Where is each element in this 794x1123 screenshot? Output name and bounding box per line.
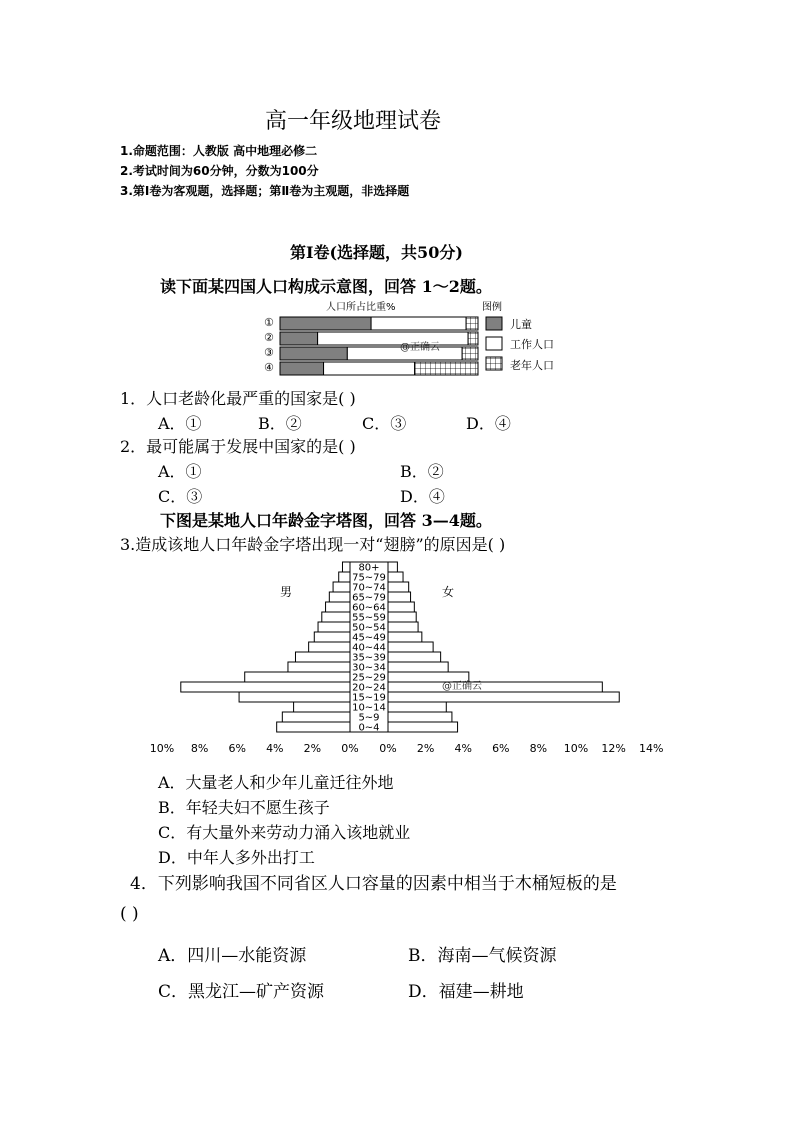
x-tick-label-left: 2% xyxy=(303,742,322,755)
note-structure: 3.第Ⅰ卷为客观题，选择题；第Ⅱ卷为主观题，非选择题 xyxy=(120,184,410,198)
bar-female-65~79 xyxy=(388,592,411,602)
age-group-label: 80+ xyxy=(358,562,380,574)
age-group-label: 20~24 xyxy=(352,682,386,694)
bar-female-0~4 xyxy=(388,722,458,732)
bar-female-20~24 xyxy=(388,682,602,692)
bar-male-60~64 xyxy=(326,602,350,612)
bar-male-45~49 xyxy=(314,632,350,642)
x-tick-label-right: 4% xyxy=(454,742,472,755)
q2-option-a[interactable]: A．① xyxy=(158,462,202,481)
bar-male-70~74 xyxy=(333,582,350,592)
q3-option-b[interactable]: B．年轻夫妇不愿生孩子 xyxy=(158,798,330,817)
bar-male-50~54 xyxy=(318,622,350,632)
q2-option-b[interactable]: B．② xyxy=(400,462,444,481)
bar-female-50~54 xyxy=(388,622,418,632)
section-title: 第Ⅰ卷(选择题，共50分) xyxy=(290,243,463,262)
bar-male-30~34 xyxy=(288,662,350,672)
x-tick-label-left: 6% xyxy=(228,742,246,755)
age-group-label: 70~74 xyxy=(352,582,386,594)
bar-female-40~44 xyxy=(388,642,433,652)
legend-swatch-elderly xyxy=(486,357,502,370)
age-group-label: 55~59 xyxy=(352,612,386,624)
bar-male-75~79 xyxy=(339,572,350,582)
age-group-label: 50~54 xyxy=(352,622,386,634)
q1-option-a[interactable]: A．① xyxy=(158,414,202,433)
q4-option-a[interactable]: A．四川—水能资源 xyxy=(158,946,307,966)
x-tick-label-right: 12% xyxy=(601,742,626,755)
bar-elderly-4 xyxy=(415,362,478,375)
intro-q1-2: 读下面某四国人口构成示意图，回答 1～2题。 xyxy=(160,277,492,296)
q4-option-d[interactable]: D．福建—耕地 xyxy=(408,982,524,1002)
bar-female-75~79 xyxy=(388,572,403,582)
age-group-label: 15~19 xyxy=(352,692,386,704)
intro-q3-4: 下图是某地人口年龄金字塔图，回答 3—4题。 xyxy=(160,511,492,530)
category-label-4: ④ xyxy=(264,361,274,374)
q2-option-d[interactable]: D．④ xyxy=(400,487,445,506)
x-tick-label-right: 2% xyxy=(416,742,435,755)
q3-option-c[interactable]: C．有大量外来劳动力涌入该地就业 xyxy=(158,823,411,842)
female-label: 女 xyxy=(442,585,455,599)
bar-male-20~24 xyxy=(181,682,350,692)
bar-male-80+ xyxy=(342,562,350,572)
age-group-label: 5~9 xyxy=(358,712,380,724)
age-group-label: 35~39 xyxy=(352,652,386,664)
bar-female-45~49 xyxy=(388,632,422,642)
category-label-1: ① xyxy=(264,316,274,329)
legend-label-children: 儿童 xyxy=(510,318,532,331)
q1-option-c[interactable]: C．③ xyxy=(362,414,407,433)
x-tick-label-left: 4% xyxy=(266,742,284,755)
bar-female-70~74 xyxy=(388,582,409,592)
age-group-label: 40~44 xyxy=(352,642,386,654)
question-4-stem: 4．下列影响我国不同省区人口容量的因素中相当于木桶短板的是 xyxy=(130,874,617,894)
legend-label-working: 工作人口 xyxy=(510,338,554,351)
bar-working-1 xyxy=(371,317,466,330)
q4-option-b[interactable]: B．海南—气候资源 xyxy=(408,946,557,966)
x-tick-label-left: 0% xyxy=(341,742,359,755)
bar-male-5~9 xyxy=(282,712,350,722)
bar-female-55~59 xyxy=(388,612,416,622)
bar-children-2 xyxy=(280,332,318,345)
age-group-label: 30~34 xyxy=(352,662,386,674)
q1-option-d[interactable]: D．④ xyxy=(466,414,511,433)
legend-swatch-working xyxy=(486,337,502,350)
q2-option-c[interactable]: C．③ xyxy=(158,487,203,506)
question-3-stem: 3.造成该地人口年龄金字塔出现一对“翅膀”的原因是( ) xyxy=(120,535,506,554)
bar-working-2 xyxy=(318,332,468,345)
page-title: 高一年级地理试卷 xyxy=(265,109,442,134)
chart1-title: 人口所占比重% xyxy=(326,302,396,313)
bar-female-60~64 xyxy=(388,602,414,612)
bar-elderly-1 xyxy=(466,317,478,330)
bar-male-65~79 xyxy=(329,592,350,602)
watermark: @正确云 xyxy=(400,342,440,353)
x-tick-label-right: 6% xyxy=(492,742,510,755)
age-group-label: 45~49 xyxy=(352,632,386,644)
population-structure-chart xyxy=(260,298,600,378)
x-tick-label-right: 14% xyxy=(638,742,664,755)
note-time: 2.考试时间为60分钟，分数为100分 xyxy=(120,164,319,178)
x-tick-label-right: 0% xyxy=(379,742,397,755)
q3-option-a[interactable]: A．大量老人和少年儿童迁往外地 xyxy=(158,773,394,792)
bar-male-15~19 xyxy=(239,692,350,702)
x-tick-label-right: 8% xyxy=(529,742,548,755)
bar-female-30~34 xyxy=(388,662,448,672)
legend-label-elderly: 老年人口 xyxy=(510,359,554,372)
bar-elderly-2 xyxy=(468,332,478,345)
bar-children-1 xyxy=(280,317,371,330)
question-1-stem: 1．人口老龄化最严重的国家是( ) xyxy=(120,389,356,408)
bar-female-15~19 xyxy=(388,692,619,702)
legend-title: 图例 xyxy=(482,302,502,313)
note-scope: 1.命题范围：人教版 高中地理必修二 xyxy=(120,144,318,158)
age-group-label: 60~64 xyxy=(352,602,386,614)
bar-female-80+ xyxy=(388,562,397,572)
bar-male-25~29 xyxy=(245,672,350,682)
age-group-label: 0~4 xyxy=(358,722,380,734)
bar-male-35~39 xyxy=(295,652,350,662)
bar-female-5~9 xyxy=(388,712,452,722)
bar-male-0~4 xyxy=(277,722,350,732)
age-group-label: 65~79 xyxy=(352,592,386,604)
bar-working-4 xyxy=(324,362,415,375)
question-2-stem: 2．最可能属于发展中国家的是( ) xyxy=(120,437,356,456)
bar-female-35~39 xyxy=(388,652,441,662)
bar-children-4 xyxy=(280,362,324,375)
age-group-label: 25~29 xyxy=(352,672,386,684)
x-tick-label-left: 8% xyxy=(190,742,209,755)
age-group-label: 75~79 xyxy=(352,572,386,584)
x-tick-label-left: 10% xyxy=(149,742,175,755)
x-tick-label-right: 10% xyxy=(563,742,589,755)
population-pyramid-chart xyxy=(149,556,664,766)
male-label: 男 xyxy=(280,585,293,599)
category-label-2: ② xyxy=(264,331,274,344)
watermark: @正确云 xyxy=(442,681,482,692)
bar-male-55~59 xyxy=(322,612,350,622)
q4-option-c[interactable]: C．黑龙江—矿产资源 xyxy=(158,982,325,1002)
bar-male-40~44 xyxy=(309,642,350,652)
bar-children-3 xyxy=(280,347,347,360)
bar-elderly-3 xyxy=(462,347,478,360)
q3-option-d[interactable]: D．中年人多外出打工 xyxy=(158,848,315,867)
question-4-answer-paren: ( ) xyxy=(120,904,139,924)
age-group-label: 10~14 xyxy=(352,702,386,714)
category-label-3: ③ xyxy=(264,346,274,359)
q1-option-b[interactable]: B．② xyxy=(258,414,302,433)
bar-male-10~14 xyxy=(294,702,350,712)
bar-female-10~14 xyxy=(388,702,446,712)
legend-swatch-children xyxy=(486,317,502,330)
